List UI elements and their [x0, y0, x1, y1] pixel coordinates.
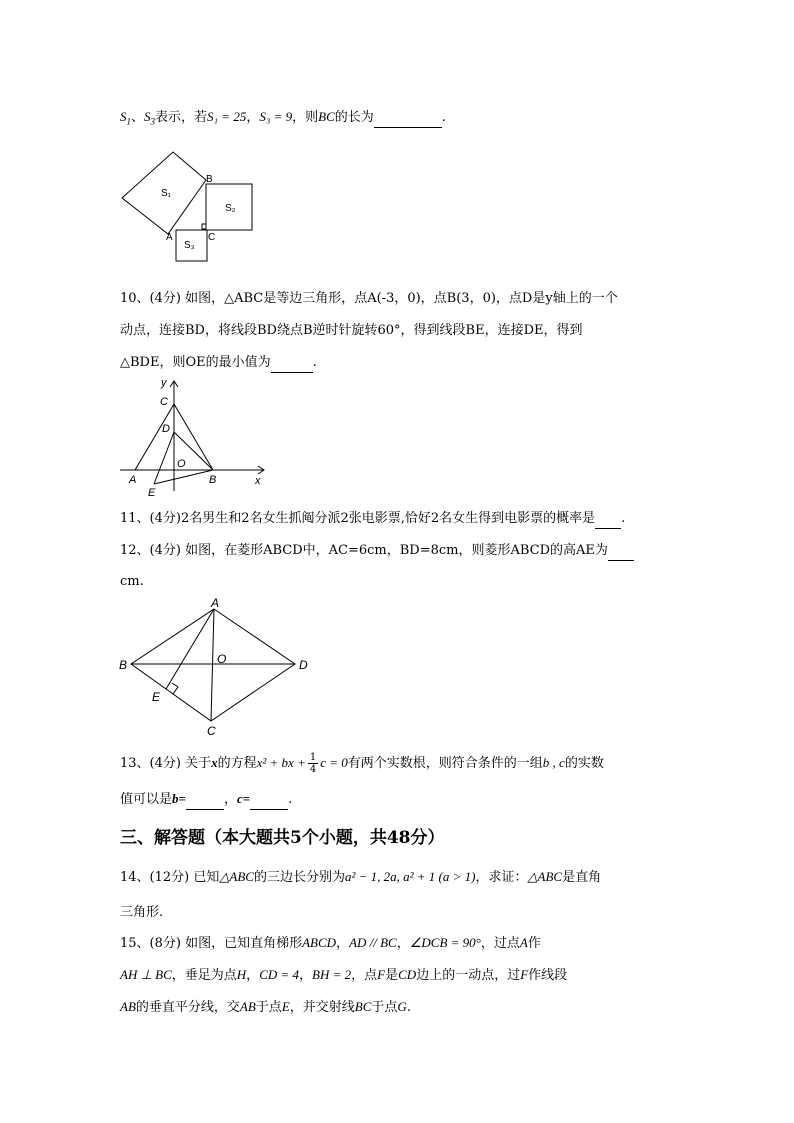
label-a: A: [166, 232, 173, 243]
label-b: B: [119, 658, 128, 672]
right-angle-mark: [172, 683, 178, 694]
q14-line2: 三角形.: [120, 905, 164, 920]
fraction-one-quarter: $\frac{1}{4}$: [309, 752, 317, 775]
sep: 、: [131, 110, 145, 125]
sep: ，: [299, 968, 313, 983]
q14-suffix: ，求证：: [475, 870, 528, 885]
q10-line3-text: △BDE，则OE的最小值为: [120, 355, 271, 370]
q10-line1: 10、(4分) 如图，△ABC是等边三角形，点A(-3，0)，点B(3，0)，点D是y轴上的一个: [120, 291, 618, 306]
q13-line1: [120, 752, 604, 775]
q15-text-a: 15、(8分) 如图，已知直角梯形: [120, 936, 303, 951]
label-b: B: [206, 174, 213, 185]
c-eq: c=: [236, 791, 251, 806]
label-c: C: [207, 724, 216, 738]
point-f: F: [377, 967, 386, 982]
label-a: A: [211, 596, 220, 610]
q15-text: 于点: [255, 1000, 282, 1015]
label-o: O: [217, 652, 227, 666]
point-e: E: [281, 999, 290, 1014]
angle-dcb: ∠DCB = 90°: [409, 935, 481, 950]
q15-text: 作线段: [528, 968, 568, 983]
segment-be: [154, 470, 213, 484]
q9-text-c: 的长为: [334, 110, 374, 125]
q15-text-d: ，过点: [480, 936, 520, 951]
var-bc: b , c: [542, 755, 565, 770]
label-x: x: [255, 475, 261, 487]
q13-mid: 的方程: [217, 756, 257, 771]
label-e: E: [152, 690, 161, 704]
sep: ，: [336, 936, 350, 951]
q9-figure: [118, 148, 258, 268]
sep: ，: [396, 936, 410, 951]
bc-symbol: BC: [318, 109, 335, 124]
q13-line2: [120, 790, 292, 810]
point-a: A: [519, 935, 528, 950]
q15-line2: [120, 966, 567, 985]
label-s3: S₃: [184, 240, 195, 251]
answer-blank[interactable]: [608, 542, 634, 561]
point-f-2: F: [520, 967, 529, 982]
period: .: [406, 1000, 411, 1015]
q10-figure: [118, 375, 278, 500]
q12-line1: [120, 542, 634, 561]
bh-eq: BH = 2: [312, 967, 352, 982]
q9-text-b: ，则: [292, 110, 319, 125]
label-s2: S₂: [225, 203, 236, 214]
ah-perp-bc: AH ⊥ BC: [120, 967, 172, 982]
q14-suffix2: 是直角: [562, 870, 602, 885]
label-y: y: [161, 377, 167, 389]
answer-blank-c[interactable]: [250, 791, 288, 810]
eq-part-a: x² + bx +: [256, 755, 306, 770]
q10-line3: [120, 354, 317, 373]
label-a: A: [129, 474, 137, 486]
q15-text: 是: [385, 968, 399, 983]
q15-text: ，并交射线: [289, 1000, 355, 1015]
altitude-ae: [166, 609, 214, 689]
side-lengths: a² − 1, 2a, a² + 1 (a > 1): [344, 869, 476, 884]
answer-blank-b[interactable]: [186, 791, 224, 810]
label-b: B: [209, 474, 217, 486]
q12-line2: cm.: [120, 574, 144, 589]
q15-text-e: 作: [527, 936, 541, 951]
q10-line2: 动点，连接BD，将线段BD绕点B逆时针旋转60°，得到线段BE，连接DE，得到: [120, 323, 583, 338]
q14-line1: [120, 868, 601, 887]
label-s1: S₁: [161, 188, 172, 199]
eq-s3: S₃ = 9: [259, 109, 293, 124]
answer-blank[interactable]: [271, 354, 313, 373]
triangle-abc-2: △ABC: [527, 869, 563, 884]
section-heading: 三、解答题（本大题共5个小题，共48分）: [120, 828, 445, 848]
eq-part-b: c = 0: [320, 755, 348, 770]
b-eq: b=: [172, 791, 186, 806]
right-angle-mark: [202, 224, 206, 229]
eq-s1: S₁ = 25: [207, 109, 247, 124]
q15-line3: [120, 998, 411, 1017]
q9-text-a: 表示，若: [155, 110, 208, 125]
label-e: E: [148, 487, 156, 499]
label-c: C: [160, 396, 168, 408]
q13-line2-text: 值可以是: [120, 792, 173, 807]
q15-text: 于点: [371, 1000, 398, 1015]
q14-prefix: 14、(12分) 已知: [120, 870, 220, 885]
triangle-abc: △ABC: [219, 869, 254, 884]
s3-symbol: $S_3$: [144, 109, 156, 127]
point-h: H: [236, 967, 247, 982]
q14-mid: 的三边长分别为: [253, 870, 345, 885]
sep: ，: [246, 968, 260, 983]
q12-text: 12、(4分) 如图，在菱形ABCD中，AC=6cm，BD=8cm，则菱形ABCD的高AE为: [120, 543, 608, 558]
segment-ab: AB: [120, 999, 136, 1014]
q11-line: [120, 510, 625, 529]
q12-figure: [116, 597, 316, 737]
answer-blank[interactable]: [374, 109, 442, 128]
q9-text: [120, 108, 446, 131]
point-g: G: [397, 999, 407, 1014]
label-d: D: [299, 658, 308, 672]
q15-text: ，点: [351, 968, 378, 983]
segment-de: [154, 432, 174, 484]
q15-line1: [120, 934, 541, 953]
label-c: C: [208, 232, 216, 243]
q15-text: ，垂足为点: [171, 968, 237, 983]
s1-symbol: $S_1$: [120, 109, 131, 127]
cd-eq: CD = 4: [259, 967, 300, 982]
sep: ，: [223, 792, 237, 807]
period: .: [288, 792, 293, 807]
period: .: [621, 511, 626, 526]
comma: ，: [246, 110, 260, 125]
q13-suffix2: 的实数: [564, 756, 604, 771]
period: .: [441, 110, 446, 125]
q13-suffix: 有两个实数根，则符合条件的一组: [347, 756, 543, 771]
q15-text: 的垂直平分线，交: [135, 1000, 240, 1015]
q11-text: 11、(4分)2名男生和2名女生抓阄分派2张电影票,恰好2名女生得到电影票的概率是: [120, 511, 596, 526]
ray-bc: BC: [354, 999, 372, 1014]
segment-cd: CD: [398, 967, 417, 982]
segment-ab-2: AB: [239, 999, 256, 1014]
q13-prefix: 13、(4分) 关于: [120, 756, 212, 771]
label-o: O: [177, 458, 186, 470]
var-x: x: [211, 755, 218, 770]
q15-text: 边上的一动点，过: [416, 968, 521, 983]
answer-blank[interactable]: [595, 510, 621, 529]
abcd: ABCD: [302, 935, 337, 950]
label-d: D: [162, 423, 170, 435]
parallel: AD // BC: [349, 935, 397, 950]
period: .: [312, 355, 317, 370]
diagonal-ac: [211, 609, 214, 721]
